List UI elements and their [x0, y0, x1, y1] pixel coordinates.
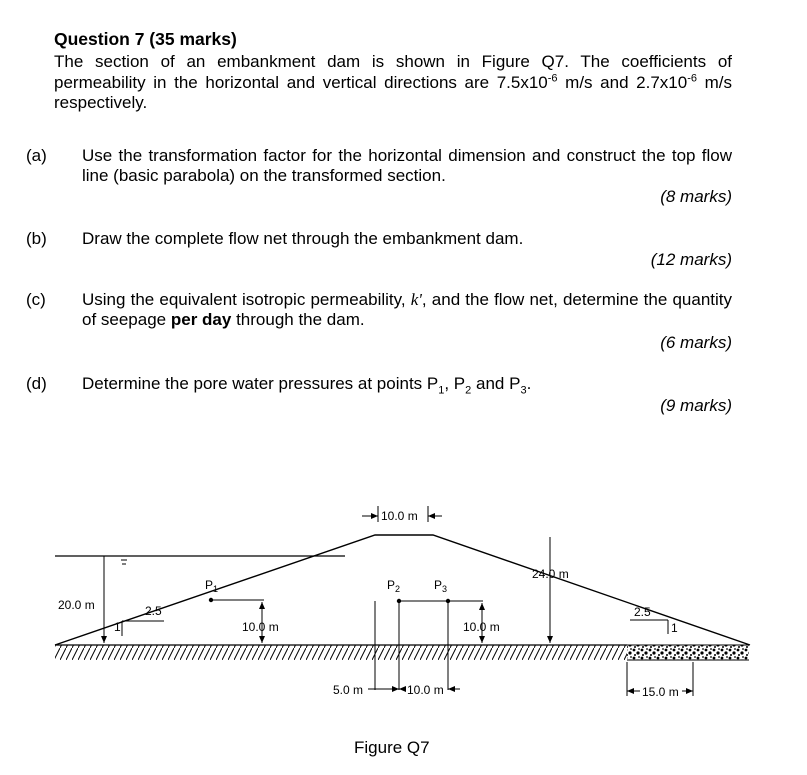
- part-d-text-1: Determine the pore water pressures at points P: [82, 374, 439, 393]
- p1-point: [209, 598, 213, 602]
- k-prime-symbol: k': [410, 290, 422, 309]
- part-c-marks: (6 marks): [660, 333, 732, 352]
- part-a-label: (a): [26, 146, 47, 165]
- dam-outline: [55, 535, 750, 645]
- p3-height-label: 10.0 m: [463, 620, 500, 634]
- intro-exponent-2: -6: [687, 71, 697, 84]
- intro-text-3: m/s respectively.: [54, 72, 732, 112]
- upstream-slope-v: 1: [114, 620, 121, 634]
- offset-label: 5.0 m: [333, 683, 364, 697]
- dam-height-label: 24.0 m: [532, 567, 569, 581]
- part-c-bold: per day: [170, 310, 232, 329]
- intro-text-2: m/s and 2.7x10: [557, 72, 688, 92]
- filter-drain: [627, 645, 749, 660]
- figure-caption: Figure Q7: [354, 738, 430, 757]
- part-b-text: Draw the complete flow net through the embankment dam.: [82, 229, 524, 248]
- part-d-text-4: .: [526, 374, 532, 393]
- part-a-marks: (8 marks): [660, 187, 732, 206]
- part-d-text-3: and P: [471, 374, 521, 393]
- part-d-text-2: , P: [444, 374, 466, 393]
- crest-width-label: 10.0 m: [381, 509, 418, 523]
- part-d-label: (d): [26, 374, 47, 393]
- spacing-label: 10.0 m: [407, 683, 444, 697]
- p3-label: $P_3$: [434, 578, 448, 594]
- part-b-marks: (12 marks): [650, 250, 732, 269]
- p2-label: $P_2$: [387, 578, 401, 594]
- intro-text-1: The section of an embankment dam is shown in Figure Q7. The coefficients of permeability in the horizontal and vertical directions are 7.5x10: [54, 52, 732, 92]
- downstream-slope-h: 2.5: [634, 605, 651, 619]
- part-c-text-2: , and the flow net, determine the quantity of seepage: [82, 290, 732, 329]
- part-c-text-1: Using the equivalent isotropic permeability,: [82, 290, 411, 309]
- intro-exponent-1: -6: [547, 71, 558, 84]
- p1-height-label: 10.0 m: [242, 620, 279, 634]
- water-depth-label: 20.0 m: [58, 598, 95, 612]
- part-d-sub-3: 3: [520, 384, 527, 397]
- part-b-label: (b): [26, 229, 47, 248]
- question-title: Question 7 (35 marks): [54, 29, 237, 49]
- part-a-text: Use the transformation factor for the horizontal dimension and construct the top flow line (basic parabola) on the transformed section.: [82, 146, 732, 185]
- ground-hatching: [55, 645, 627, 660]
- part-d-sub-1: 1: [438, 384, 445, 397]
- part-c-label: (c): [26, 290, 46, 309]
- p2-point: [397, 599, 401, 603]
- upstream-slope-h: 2.5: [145, 604, 162, 618]
- drain-length-label: 15.0 m: [642, 685, 679, 699]
- downstream-slope-v: 1: [671, 621, 678, 635]
- part-c-text-3: through the dam.: [231, 310, 365, 329]
- part-d-sub-2: 2: [465, 384, 472, 397]
- p1-label: $P_1$: [205, 578, 219, 594]
- p3-point: [446, 599, 450, 603]
- part-d-marks: (9 marks): [660, 396, 732, 415]
